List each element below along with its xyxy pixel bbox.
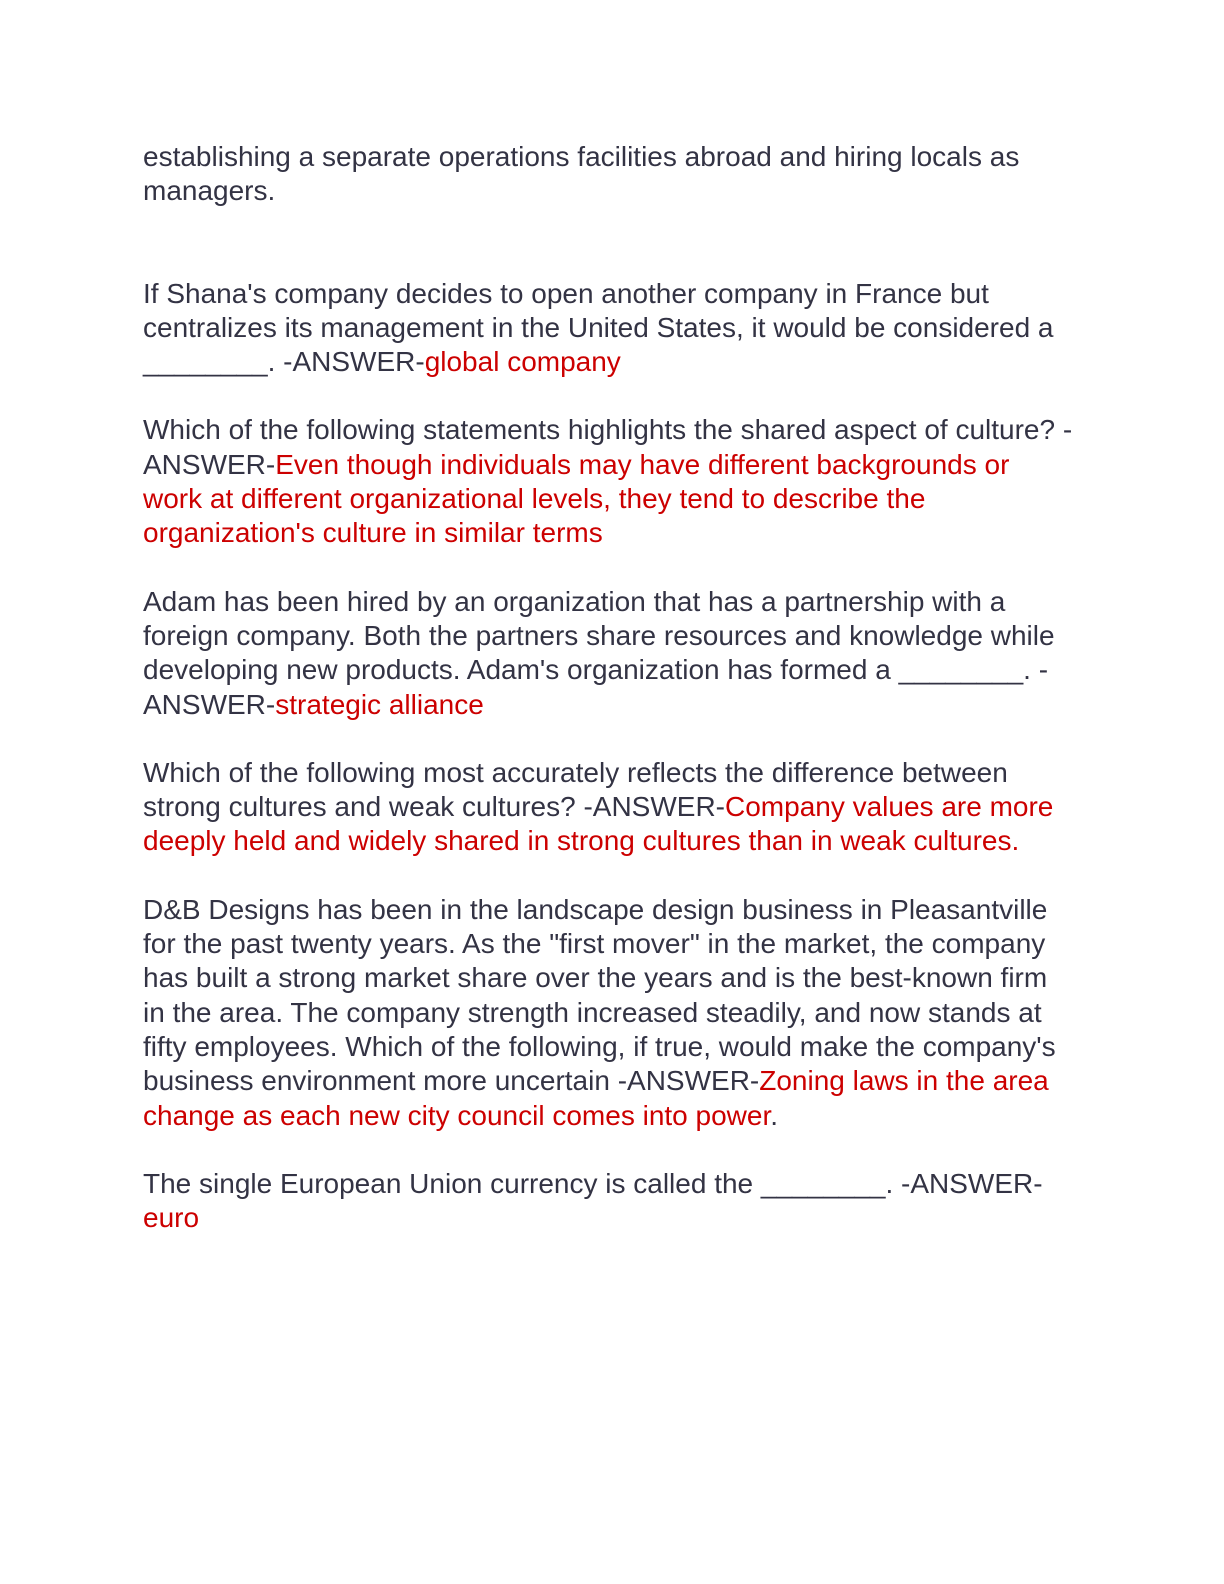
spacer bbox=[143, 209, 1073, 277]
question-text: D&B Designs has been in the landscape design business in Pleasantville for the past twenty years. As the "first mover" in the market, the company has built a strong market share over the years and is the best-known firm in the area. The company strength increased steadily, and now stands at fifty employees. Which of the following, if true, would make the company's business environment more uncertain -ANSWER- bbox=[143, 893, 1056, 1097]
spacer bbox=[143, 859, 1073, 893]
answer-text: Zoning laws in the area change as each new city council comes into power bbox=[143, 1065, 1049, 1131]
qa-entry-5 bbox=[143, 893, 1073, 1133]
qa-entry-1 bbox=[143, 277, 1073, 380]
qa-entry-3 bbox=[143, 585, 1073, 722]
spacer bbox=[143, 551, 1073, 585]
spacer bbox=[143, 379, 1073, 413]
question-text: If Shana's company decides to open another company in France but centralizes its management in the United States, it would be considered a ________. -ANSWER- bbox=[143, 277, 1054, 378]
answer-text: global company bbox=[424, 346, 621, 378]
question-text: Which of the following statements highlights the shared aspect of culture? -ANSWER- bbox=[143, 414, 1073, 480]
answer-text: Company values are more deeply held and widely shared in strong cultures than in weak cultures. bbox=[143, 791, 1054, 857]
qa-entry-2 bbox=[143, 413, 1073, 550]
question-text: Which of the following most accurately reflects the difference between strong cultures and weak cultures? -ANSWER- bbox=[143, 756, 1008, 823]
spacer bbox=[143, 722, 1073, 756]
spacer bbox=[143, 1133, 1073, 1167]
answer-text: euro bbox=[143, 1202, 200, 1234]
answer-text: Even though individuals may have different backgrounds or work at different organizational levels, they tend to describe the organization's culture in similar terms bbox=[143, 448, 1010, 549]
answer-tail: . bbox=[770, 1099, 779, 1131]
question-text: Adam has been hired by an organization that has a partnership with a foreign company. Both the partners share resources and knowledge while developing new products. Adam's organization has formed a ________. -ANSWER- bbox=[143, 585, 1055, 720]
answer-text: strategic alliance bbox=[275, 688, 484, 720]
question-text: The single European Union currency is called the ________. -ANSWER- bbox=[143, 1167, 1043, 1199]
qa-entry-6 bbox=[143, 1167, 1073, 1236]
qa-entry-4 bbox=[143, 756, 1073, 859]
intro-paragraph: establishing a separate operations facilities abroad and hiring locals as managers. bbox=[143, 141, 1020, 207]
document-page bbox=[143, 140, 1073, 1235]
